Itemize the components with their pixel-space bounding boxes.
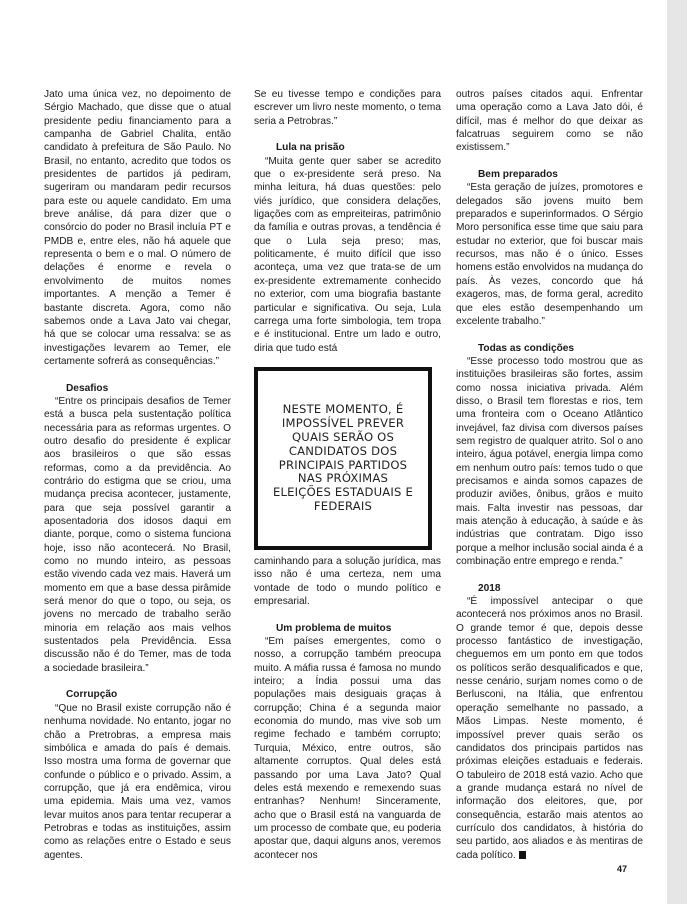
section-heading-mundo: Um problema de muitos	[276, 622, 392, 634]
paragraph: “Esse processo todo mostrou que as instituições brasileiras são fortes, assim como nossa iniciativa privada. Além disso, o Brasil tem florestas e rios, tem uma fronteira com o Oceano Atlântico invejável, faz divisa com diversos países sem registro de qualquer atrito. Sol o ano inteiro, água potável, energia limpa como em nenhum outro país: temos tudo o que precisamos e ainda somos capazes de produzir aviões, ônibus, grãos e muito mais. Falta investir nas pessoas, dar mais atenção à educação, à saúde e às indústrias que contratam. Digo isso porque a melhor inclusão social ainda é a combinação entre emprego e renda.”	[456, 355, 643, 568]
paragraph: Jato uma única vez, no depoimento de Sérgio Machado, que disse que o atual presidente pediu financiamento para a campanha de Gabriel Chalita, então candidato à prefeitura de São Paulo. No Brasil, no entanto, acredito que todos os presidentes de partidos já pediram, sugeriram ou mandaram pedir recursos para este ou aquele candidato. Em uma breve análise, dá para dizer que o consórcio do poder no Brasil incluía PT e PMDB e, entre eles, não há aquele que representa o bem e o mal. O número de delações é enorme e revela o envolvimento de muitos nomes importantes. A menção a Temer é bastante discreta. Agora, como não sabemos onde a Lava Jato vai chegar, há que se colocar uma ressalva: se as investigações levarem ao Temer, ele certamente sofrerá as consequências.”	[44, 89, 231, 367]
paragraph: “Em países emergentes, como o nosso, a corrupção também preocupa muito. A máfia russa é famosa no mundo inteiro; a Índia possui uma das populações mais desiguais graças à corrupção; China é a segunda maior economia do mundo, mas vive sob um regime fechado e também corrupto; Turquia, México, entre outros, são altamente corruptos. Qual deles está passando por uma Lava Jato? Qual deles está mexendo e remexendo suas entranhas? Nenhum! Sinceramente, acho que o Brasil está na vanguarda de um processo de combate que, eu poderia apostar que, daqui alguns anos, veremos acontecer nos	[254, 636, 441, 861]
column-1	[44, 88, 231, 862]
paragraph-final	[456, 595, 643, 862]
section-heading-desafios: Desafios	[66, 382, 109, 394]
paragraph: outros países citados aqui. Enfrentar uma operação como a Lava Jato dói, é difícil, mas é melhor do que deixar as falcatruas seguirem como se não existissem.”	[456, 89, 643, 154]
column-3	[456, 88, 643, 862]
section-heading-bem-preparados: Bem preparados	[478, 169, 558, 181]
section-heading-lula: Lula na prisão	[276, 142, 345, 154]
paragraph: “Muita gente quer saber se acredito que o ex-presidente será preso. Na minha leitura, há duas questões: pelo viés jurídico, que considera delações, ligações com as empreiteiras, patrimônio da família e outras provas, a tendência é que o Lula seja preso; mas, politicamente, é muito difícil que isso aconteça, uma vez que trata-se de um ex-presidente extremamente conhecido no exterior, com uma biografia bastante particular e significativa. Ou seja, Lula carrega uma forte simbologia, tem tropa e é institucional. Entre um lado e outro, diria que tudo está	[254, 155, 441, 354]
section-heading-corrupcao: Corrupção	[66, 689, 118, 701]
end-mark-icon	[519, 851, 526, 859]
section-heading-condicoes: Todas as condições	[478, 342, 575, 354]
paragraph: “Que no Brasil existe corrupção não é nenhuma novidade. No entanto, jogar no chão a Pretrobras, a empresa mais simbólica e amada do país é demais. Isso mostra uma forma de governar que confunde o público e o privado. Assim, a corrupção, que já era endêmica, virou uma epidemia. Mais uma vez, vamos levar muitos anos para tentar recuperar a Petrobras e todas as instituições, assim como as relações entre o Estado e seus agentes.	[44, 702, 231, 861]
page-number: 47	[617, 864, 628, 874]
column-2	[254, 88, 441, 355]
paragraph: Se eu tivesse tempo e condições para escrever um livro neste momento, o tema seria a Petrobras.”	[254, 89, 441, 127]
pull-quote	[254, 367, 432, 550]
paragraph: “Esta geração de juízes, promotores e delegados são jovens muito bem preparados e superinformados. O Sérgio Moro personifica esse time que saiu para estudar no exterior, que foi buscar mais recursos, mas não é o único. Esses homens estão envolvidos na mudança do país. Às vezes, concordo que há exageros, mas, de forma geral, acredito que eles estão desempenhando um excelente trabalho.”	[456, 182, 643, 327]
paragraph-text: “É impossível antecipar o que acontecerá nos próximos anos no Brasil. O grande temor é que, depois desse processo fantástico de investigação, cheguemos em um ponto em que todos os políticos serão desqualificados e que, nesse cenário, surjam nomes como o de Berlusconi, na Itália, que enfrentou operação semelhante no passado, a Mãos Limpas. Neste momento, é impossível prever quais serão os candidatos dos principais partidos nas próximas eleições estaduais e federais. O tabuleiro de 2018 está vazio. Acho que a grande mudança estará no nível de informação dos eleitores, que, por consequência, estarão mais atentos ao currículo dos candidatos, à história do seu partido, aos aliados e às mentiras de cada político.	[456, 596, 643, 861]
page-edge	[667, 0, 687, 904]
pull-quote-text: NESTE MOMENTO, É IMPOSSÍVEL PREVER QUAIS SERÃO OS CANDIDATOS DOS PRINCIPAIS PARTIDOS NAS PRÓXIMAS ELEIÇÕES ESTADUAIS E FEDERAIS	[272, 401, 414, 514]
section-heading-2018: 2018	[478, 582, 501, 594]
column-2-lower	[254, 555, 441, 862]
paragraph: “Entre os principais desafios de Temer está a busca pela sustentação política necessária para as reformas urgentes. O outro desafio do presidente é explicar aos brasileiros o que são essas reformas, como a da previdência. Ao contrário do estigma que se criou, uma mudança precisa acontecer, justamente, para que seja possível garantir a aposentadoria dos idosos daqui em diante, porque, como o sistema funciona hoje, isso não acontecerá. No Brasil, como no mundo inteiro, as pessoas estão vivendo cada vez mais. Haverá um momento em que a base dessa pirâmide será menor do que o topo, ou seja, os jovens no mercado de trabalho serão minoria em relação aos mais velhos sustentados pela Previdência. Essa discussão não é do Temer, mas de toda a sociedade brasileira.”	[44, 395, 231, 674]
paragraph: caminhando para a solução jurídica, mas isso não é uma certeza, nem uma vontade de todo o mundo político e empresarial.	[254, 556, 441, 608]
